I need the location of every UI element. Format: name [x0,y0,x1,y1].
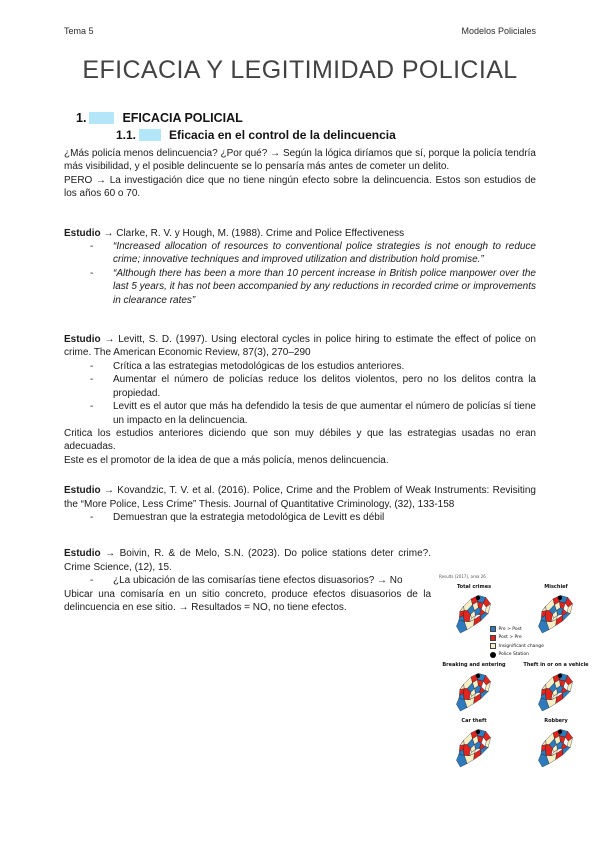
map-title: Theft in or on a vehicle [523,662,589,668]
choropleth-map-icon [528,669,584,713]
intro-paragraph-2: PERO → La investigación dice que no tiene ningún efecto sobre la delincuencia. Estos son estudios de los años 60 o 70. [64,174,536,200]
legend-label: Pre > Post [498,626,522,632]
study-lead-bold: Estudio [64,334,101,346]
bullet-text: Aumentar el número de policías reduce los delitos violentos, pero no los delitos contra la propiedad. [113,374,536,399]
study-lead [64,484,536,511]
header-left: Tema 5 [64,26,94,36]
figure-caption: Results (2017), area 26 [439,574,486,579]
legend-swatch-blue [490,626,496,632]
study-note: Critica los estudios anteriores diciendo que son muy débiles y que las estrategias usadas no eran adecuadas. [64,427,536,453]
bullet-text: ¿La ubicación de las comisarías tiene efectos disuasorios? → No [113,575,403,587]
study-boivin [64,547,431,614]
study-clarke-hough [64,227,536,307]
study-lead-bold: Estudio [64,548,101,560]
legend-row [490,635,544,641]
page-header [0,0,600,36]
bullet-text: “Increased allocation of resources to conventional police strategies is not enough to reduce crime; innovative techniques and improved utilization and distribution hold promise.” [113,241,536,266]
study-lead-text: → Kovandzic, T. V. et al. (2016). Police, Crime and the Problem of Weak Instruments: Revisiting the “More Police, Less Crime” Thesis. Journal of Quantitative Criminology, (32), 133-158 [64,485,536,510]
legend-label: Post > Pre [498,635,522,640]
header-right: Modelos Policiales [461,26,536,36]
study-note: Ubicar una comisaría en un sitio concreto, produce efectos disuasorios de la delincuencia en ese sitio. → Resultados = NO, no tiene efectos. [64,588,431,613]
bullet-text: Demuestran que la estrategia metodológica de Levitt es débil [113,511,385,523]
heading-1-1-number: 1.1. [116,128,137,142]
study-lead-bold: Estudio [64,227,101,239]
study-lead-text: → Levitt, S. D. (1997). Using electoral cycles in police hiring to estimate the effect of police on crime. The American Economic Review, 87(3), 270–290 [64,334,536,359]
map-title: Mischief [544,584,568,590]
crime-maps-figure [437,574,595,776]
map-title: Total crimes [456,584,492,590]
heading-1-1-label: Eficacia en el control de la delincuencia [169,128,396,142]
legend-label: Insignificant change [498,643,544,649]
map-title: Car theft [461,718,487,724]
intro-paragraph-1: ¿Más policía menos delincuencia? ¿Por qué? → Según la lógica diríamos que sí, porque la policía tendría más visibilidad, y el posible delincuente se lo pensaría más antes de cometer un delito. [64,148,536,173]
bullet-dash: - [90,267,94,279]
map-cell-breaking-entering [441,662,507,713]
highlight-mark [139,129,161,141]
bullet-dash: - [90,241,94,253]
highlight-mark [89,112,114,124]
bullet-item [64,240,536,267]
bullet-item [64,574,431,587]
map-cell-robbery [523,718,589,769]
bullet-item [64,400,536,427]
choropleth-map-icon [528,725,584,769]
legend-row [490,643,544,649]
bullet-dash: - [90,360,94,372]
study-note: Este es el promotor de la idea de que a más policía, menos delincuencia. [64,454,389,466]
study-kovandzic [64,484,536,524]
bullet-text: Levitt es el autor que más ha defendido la tesis de que aumentar el número de policías sí tiene un impacto en la delincuencia. [113,401,536,426]
heading-1-number: 1. [76,111,87,125]
choropleth-map-icon [446,669,502,713]
map-cell-theft-vehicle [523,662,589,713]
bullet-item [64,511,536,524]
heading-1-1 [116,128,536,142]
bullet-text: Crítica a las estrategias metodológicas de los estudios anteriores. [113,360,405,372]
study-levitt [64,333,536,467]
document-body [0,111,600,614]
heading-1 [76,111,536,125]
bullet-dash: - [90,374,94,386]
legend-swatch-cream [490,643,496,649]
map-title: Robbery [544,718,568,724]
bullet-item [64,267,536,307]
study-lead [64,333,536,360]
map-legend [490,626,544,660]
bullet-text: “Although there has been a more than 10 percent increase in British police manpower over the last 5 years, it has not been accompanied by any reductions in recorded crime or improvements in clearance rates” [113,267,536,306]
study-lead-text: → Boivin, R. & de Melo, S.N. (2023). Do police stations deter crime?. Crime Science, (12), 15. [64,548,431,573]
map-cell-car-theft [441,718,507,769]
map-title: Breaking and entering [442,662,506,668]
bullet-item [64,373,536,400]
legend-row [490,626,544,632]
bullet-dash: - [90,401,94,413]
study-lead [64,227,536,240]
legend-label: Police Station [498,652,529,657]
choropleth-map-icon [446,725,502,769]
legend-swatch-red [490,635,496,641]
page-title: EFICACIA Y LEGITIMIDAD POLICIAL [82,56,518,84]
bullet-item [64,360,536,373]
study-lead-bold: Estudio [64,485,101,497]
bullet-dash: - [90,511,94,523]
study-lead-text: → Clarke, R. V. y Hough, M. (1988). Crime and Police Effectiveness [100,227,405,239]
study-lead [64,547,431,574]
bullet-dash: - [90,575,94,587]
police-station-dot-icon [490,652,496,658]
heading-1-label: EFICACIA POLICIAL [122,111,243,125]
legend-row [490,652,544,658]
